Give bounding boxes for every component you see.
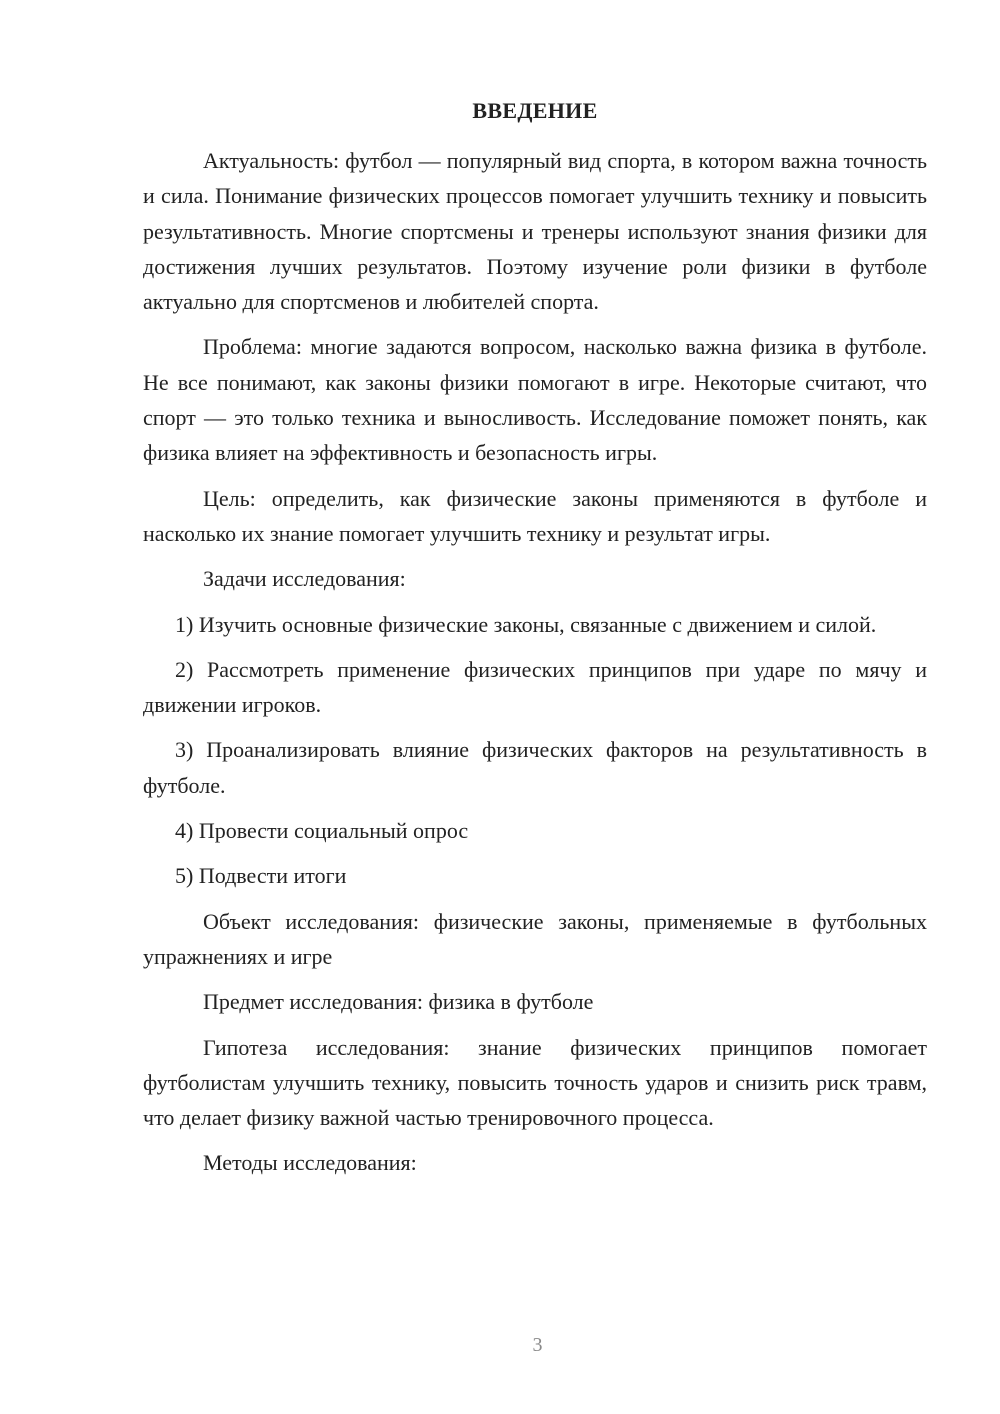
document-page — [143, 98, 927, 1181]
paragraph-methods: Методы исследования: — [203, 1150, 417, 1176]
task-item-3: 3) Проанализировать влияние физических факторов на результативность в футболе. — [143, 737, 927, 798]
paragraph-actuality: Актуальность: футбол — популярный вид спорта, в котором важна точность и сила. Понимание физических процессов помогает улучшить технику и повысить результативность. Многие спортсмены и тренеры используют знания физики для достижения лучших результатов. Поэтому изучение роли физики в футболе актуально для спортсменов и любителей спорта. — [143, 148, 927, 315]
tasks-heading: Задачи исследования: — [203, 566, 406, 592]
page-number: 3 — [532, 1334, 543, 1356]
task-item-1: 1) Изучить основные физические законы, связанные с движением и силой. — [175, 611, 877, 637]
page-title: ВВЕДЕНИЕ — [472, 98, 598, 123]
paragraph-subject: Предмет исследования: физика в футболе — [203, 989, 594, 1015]
paragraph-hypothesis: Гипотеза исследования: знание физических принципов помогает футболистам улучшить технику, повысить точность ударов и снизить риск травм, что делает физику важной частью тренировочного процесса. — [143, 1034, 927, 1131]
paragraph-problem: Проблема: многие задаются вопросом, насколько важна физика в футболе. Не все понимают, как законы физики помогают в игре. Некоторые считают, что спорт — это только техника и выносливость. Исследование поможет понять, как физика влияет на эффективность и безопасность игры. — [143, 334, 927, 466]
task-item-4: 4) Провести социальный опрос — [175, 818, 469, 844]
paragraph-goal: Цель: определить, как физические законы применяются в футболе и насколько их знание помогает улучшить технику и результат игры. — [143, 485, 927, 546]
paragraph-object: Объект исследования: физические законы, применяемые в футбольных упражнениях и игре — [143, 908, 927, 969]
task-item-5: 5) Подвести итоги — [175, 863, 347, 889]
task-item-2: 2) Рассмотреть применение физических принципов при ударе по мячу и движении игроков. — [143, 656, 927, 718]
